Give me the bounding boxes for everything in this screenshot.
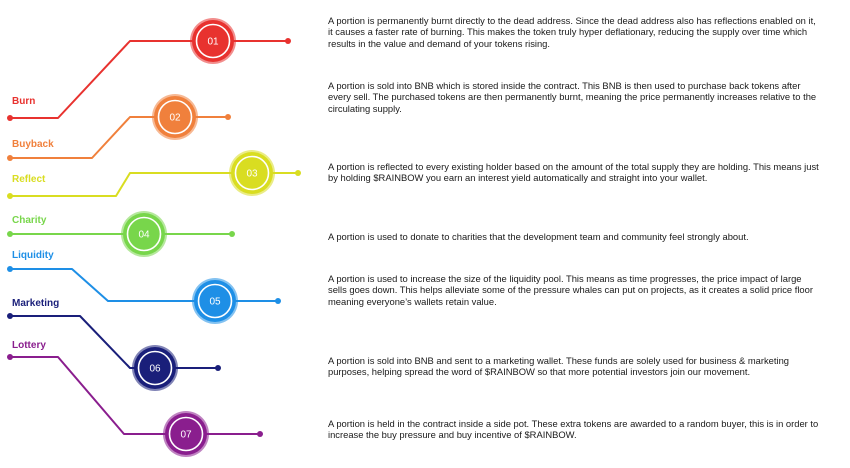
label-charity: Charity [12,215,47,226]
description-reflect: A portion is reflected to every existing holder based on the amount of the total supply they are holding. This means just by holding $RAINBOW you earn an interest yield automatically and straight into your wallet. [328,160,819,184]
badge-number: 03 [246,168,258,180]
connector-start-dot [7,313,13,319]
description-charity: A portion is used to donate to charities that the development team and community feel strongly about. [328,231,749,242]
label-marketing: Marketing [12,298,60,309]
connector-01 [7,18,291,121]
description-burn: A portion is permanently burnt directly to the dead address. Since the dead address also has reflections enabled on it, it causes a faster rate of burning. This makes the token truly hyper deflationary, reducing the supply over time which results in the value and demand of your tokens rising. [328,14,816,49]
connector-start-dot [7,354,13,360]
connector-end-dot [285,38,291,44]
badge-number: 05 [209,296,221,308]
description-lottery: A portion is held in the contract inside a side pot. These extra tokens are awarded to a random buyer, this is in order to increase the buy pressure and buy incentive of $RAINBOW. [328,417,819,441]
connector-end-dot [257,431,263,437]
connector-end-dot [215,365,221,371]
connector-start-dot [7,266,13,272]
badge-number: 07 [180,429,192,441]
connector-start-dot [7,231,13,237]
connector-line [10,269,278,301]
label-lottery: Lottery [12,340,46,351]
label-liquidity: Liquidity [12,250,54,261]
connector-start-dot [7,193,13,199]
label-reflect: Reflect [12,174,46,185]
description-marketing: A portion is sold into BNB and sent to a marketing wallet. These funds are solely used for business & marketing purposes, helping spread the word of $RAINBOW so that more potential investors join our movement. [328,354,790,378]
connector-start-dot [7,115,13,121]
connector-start-dot [7,155,13,161]
connector-end-dot [295,170,301,176]
badge-number: 02 [169,112,181,124]
badge-number: 06 [149,363,161,375]
badge-number: 01 [207,36,219,48]
connector-end-dot [225,114,231,120]
label-burn: Burn [12,96,36,107]
connector-end-dot [229,231,235,237]
badge-number: 04 [138,229,150,241]
description-liquidity: A portion is used to increase the size of the liquidity pool. This means as time progresses, the price impact of large sells goes down. This helps alleviate some of the pressure whales can put on projects, as it creates a solid price floor meaning everyone’s wallets retain value. [328,272,813,307]
label-buyback: Buyback [12,139,54,150]
connector-end-dot [275,298,281,304]
description-buyback: A portion is sold into BNB which is stored inside the contract. This BNB is then used to purchase back tokens after every sell. The purchased tokens are then permanently burnt, meaning the price permanently increases relative to the circulating supply. [328,79,817,114]
connector-line [10,41,288,118]
connector-06 [7,313,221,391]
